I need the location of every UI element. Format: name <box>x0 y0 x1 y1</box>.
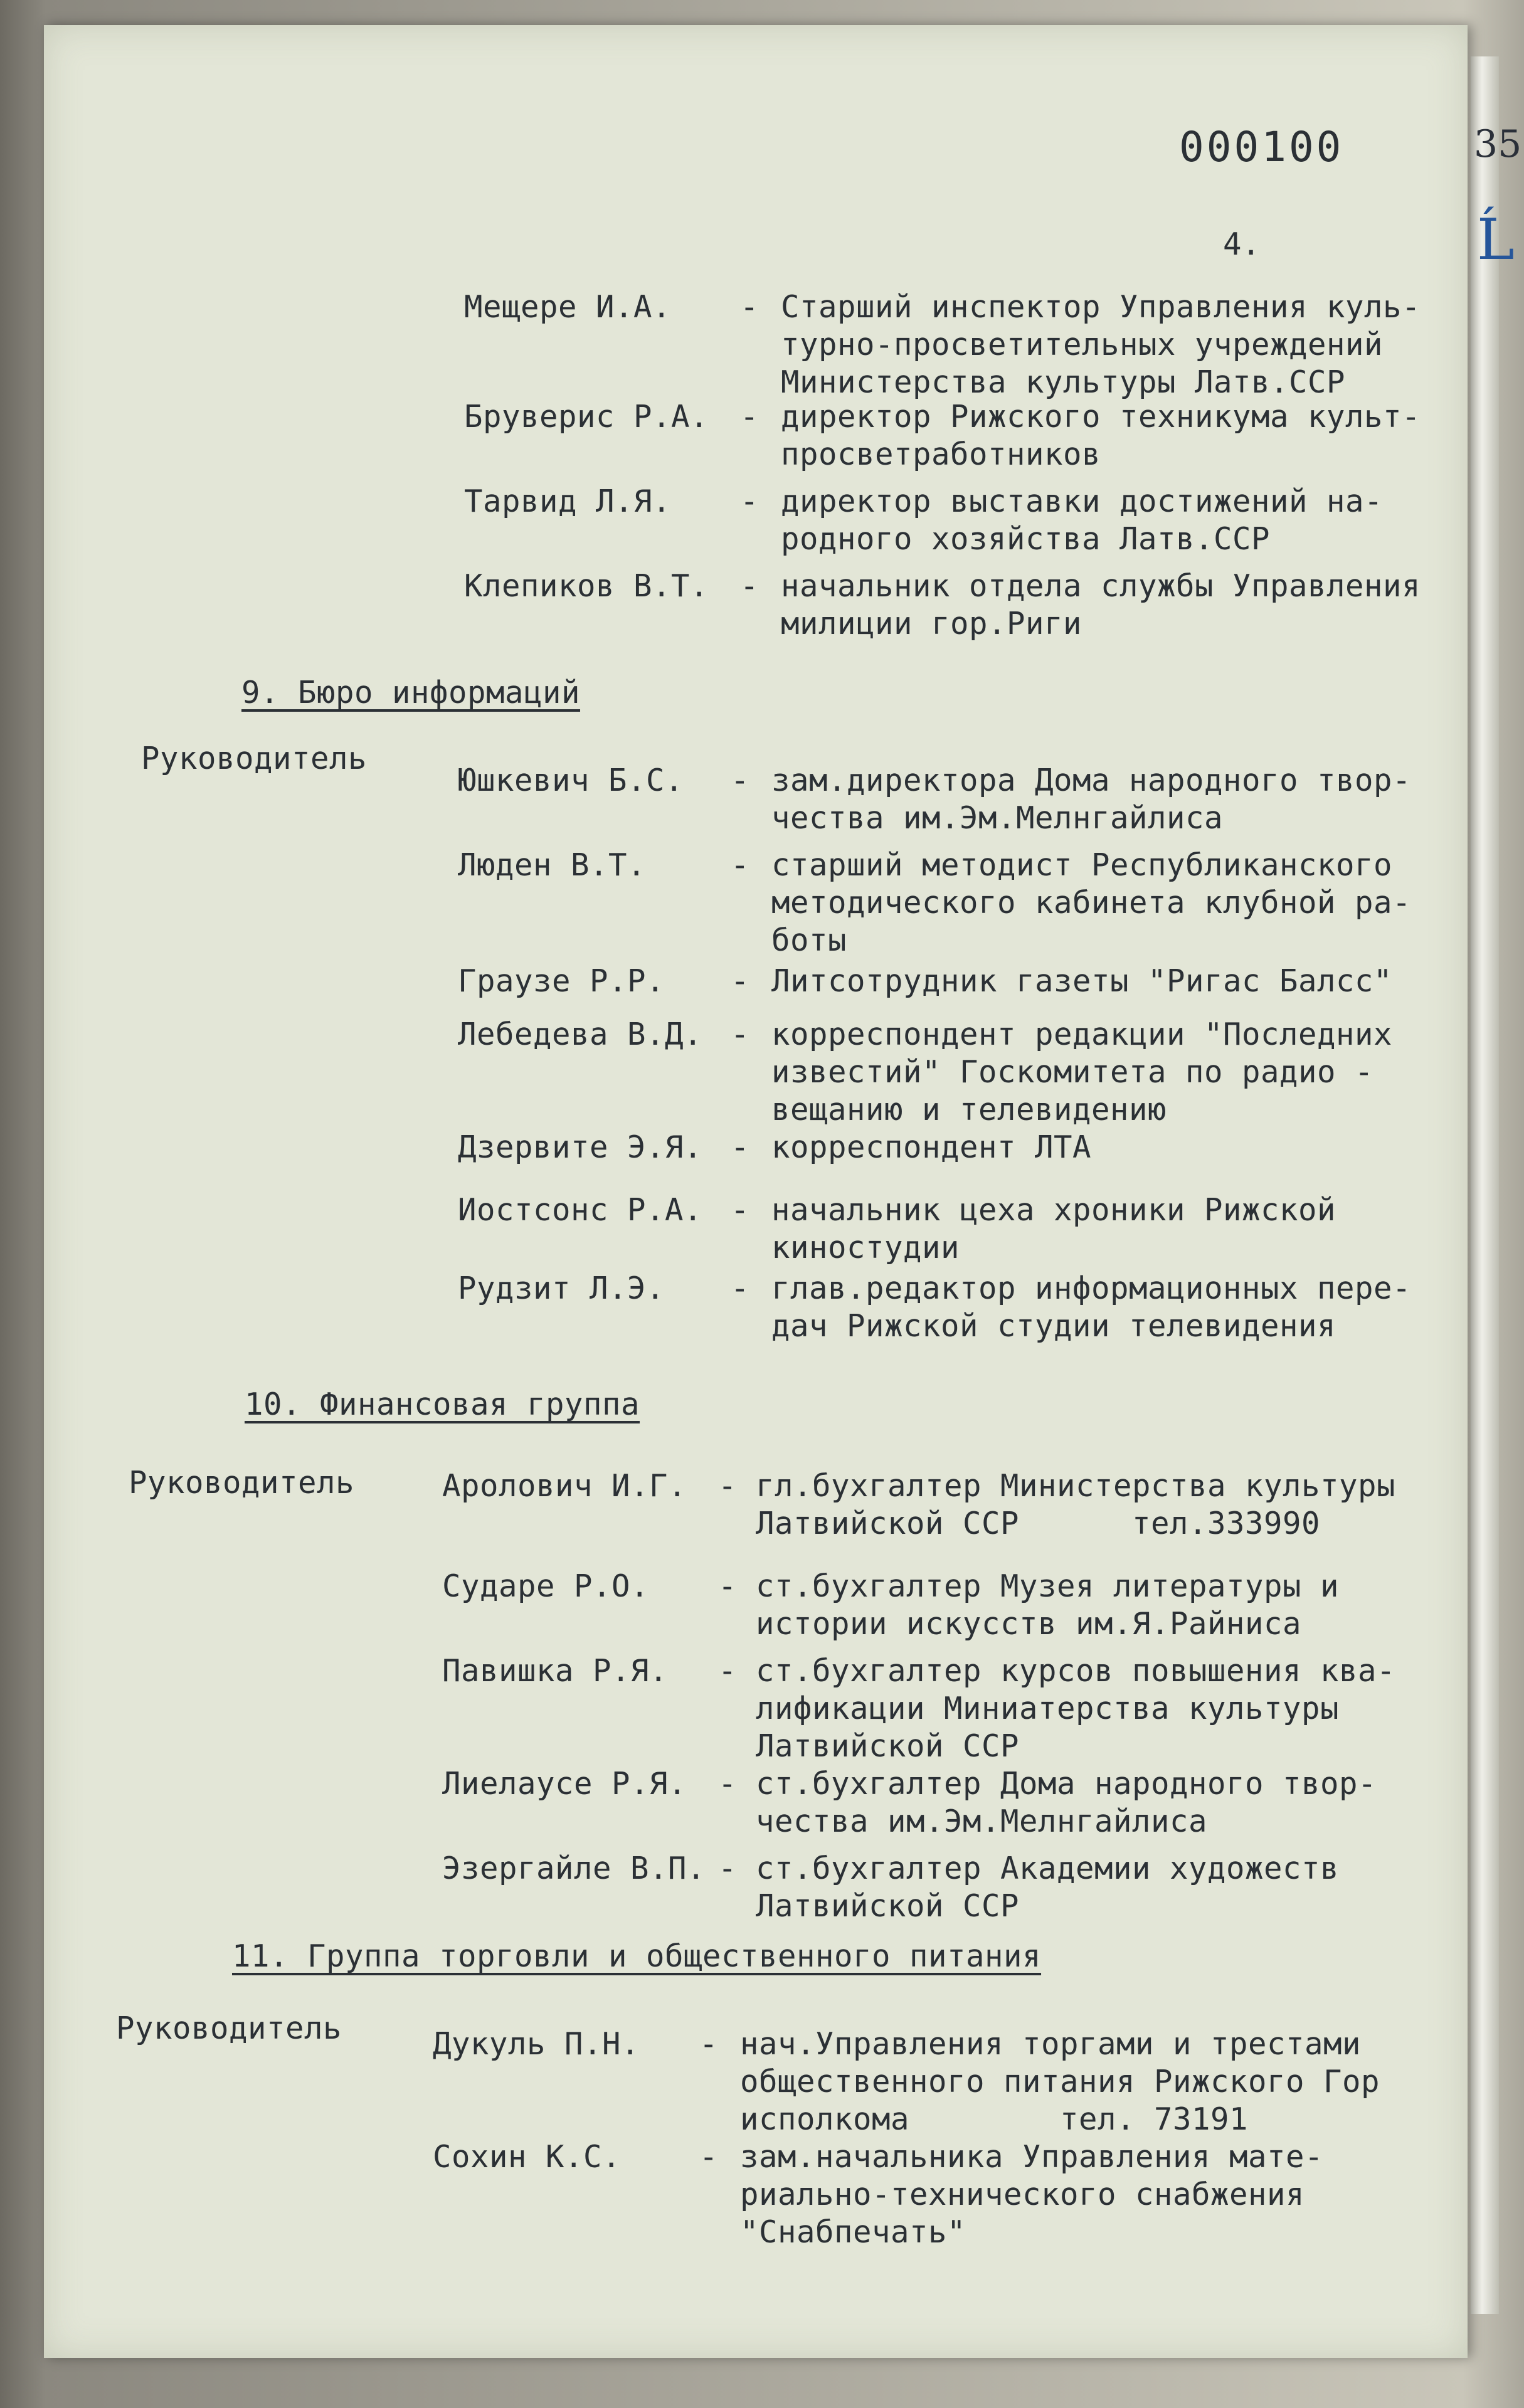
position-description-line: чества им.Эм.Мелнгайлиса <box>771 800 1224 836</box>
person-name: Лебедева В.Д. <box>458 1017 703 1052</box>
person-name: Бруверис Р.А. <box>464 399 709 435</box>
section-heading: 9. Бюро информаций <box>241 675 581 710</box>
position-description-line: Латвийской ССР <box>756 1888 1020 1924</box>
position-description-line: исполкома тел. 73191 <box>740 2101 1249 2137</box>
entry-dash: - <box>699 2026 719 2062</box>
position-description-line: известий" Госкомитета по радио - <box>771 1054 1374 1090</box>
position-description-line: ст.бухгалтер Музея литературы и <box>756 1568 1340 1604</box>
margin-blue-mark: Ĺ <box>1477 207 1515 273</box>
person-name: Дзервите Э.Я. <box>458 1129 703 1165</box>
position-description-line: Латвийской ССР тел.333990 <box>756 1506 1321 1541</box>
person-name: Сохин К.С. <box>433 2139 622 2175</box>
position-description-line: корреспондент редакции "Последних <box>771 1017 1393 1052</box>
section-heading: 11. Группа торговли и общественного питания <box>232 1938 1042 1974</box>
entry-dash: - <box>718 1653 738 1689</box>
position-description-line: корреспондент ЛТА <box>771 1129 1092 1165</box>
position-description-line: милиции гор.Риги <box>781 606 1082 642</box>
section-heading: 10. Финансовая группа <box>245 1386 640 1422</box>
person-name: Аролович И.Г. <box>442 1468 687 1504</box>
position-description-line: методического кабинета клубной ра- <box>771 885 1412 921</box>
position-description-line: "Снабпечать" <box>740 2214 966 2250</box>
role-label: Руководитель <box>116 2010 342 2046</box>
position-description-line: вещанию и телевидению <box>771 1092 1167 1127</box>
position-description-line: глав.редактор информационных пере- <box>771 1270 1412 1306</box>
person-name: Дукуль П.Н. <box>433 2026 640 2062</box>
entry-dash: - <box>731 963 750 999</box>
position-description-line: ст.бухгалтер Академии художеств <box>756 1851 1340 1886</box>
position-description-line: истории искусств им.Я.Райниса <box>756 1606 1302 1642</box>
person-name: Тарвид Л.Я. <box>464 483 672 519</box>
entry-dash: - <box>718 1468 738 1504</box>
entry-dash: - <box>731 847 750 883</box>
page-stack-edge <box>1471 56 1499 2314</box>
entry-dash: - <box>718 1766 738 1802</box>
position-description-line: Латвийской ССР <box>756 1728 1020 1764</box>
person-name: Иостсонс Р.А. <box>458 1192 703 1228</box>
entry-dash: - <box>718 1851 738 1886</box>
entry-dash: - <box>699 2139 719 2175</box>
position-description-line: просветработников <box>781 436 1101 472</box>
position-description-line: боты <box>771 922 847 958</box>
position-description-line: общественного питания Рижского Гор <box>740 2064 1380 2099</box>
entry-dash: - <box>740 568 759 604</box>
entry-dash: - <box>731 1017 750 1052</box>
person-name: Мещере И.А. <box>464 289 672 325</box>
person-name: Граузе Р.Р. <box>458 963 665 999</box>
position-description-line: киностудии <box>771 1230 960 1265</box>
position-description-line: риально-технического снабжения <box>740 2177 1305 2212</box>
role-label: Руководитель <box>141 741 368 776</box>
margin-folio-mark: 35 <box>1474 122 1522 166</box>
position-description-line: гл.бухгалтер Министерства культуры <box>756 1468 1396 1504</box>
person-name: Лиелаусе Р.Я. <box>442 1766 687 1802</box>
position-description-line: турно-просветительных учреждений <box>781 327 1384 362</box>
person-name: Клепиков В.Т. <box>464 568 709 604</box>
position-description-line: нач.Управления торгами и трестами <box>740 2026 1362 2062</box>
position-description-line: Старший инспектор Управления куль- <box>781 289 1421 325</box>
entry-dash: - <box>740 399 759 435</box>
person-name: Люден В.Т. <box>458 847 647 883</box>
position-description-line: Литсотрудник газеты "Ригас Балсс" <box>771 963 1393 999</box>
entry-dash: - <box>718 1568 738 1604</box>
position-description-line: родного хозяйства Латв.ССР <box>781 521 1271 557</box>
archive-number-stamp: 000100 <box>1179 123 1344 171</box>
person-name: Эзергайле В.П. <box>442 1851 706 1886</box>
person-name: Сударе Р.О. <box>442 1568 650 1604</box>
position-description-line: директор Рижского техникума культ- <box>781 399 1421 435</box>
position-description-line: директор выставки достижений на- <box>781 483 1384 519</box>
position-description-line: старший методист Республиканского <box>771 847 1393 883</box>
entry-dash: - <box>731 1270 750 1306</box>
entry-dash: - <box>731 1129 750 1165</box>
position-description-line: дач Рижской студии телевидения <box>771 1308 1336 1344</box>
position-description-line: начальник отдела службы Управления <box>781 568 1421 604</box>
position-description-line: зам.начальника Управления мате- <box>740 2139 1324 2175</box>
entry-dash: - <box>731 763 750 798</box>
position-description-line: ст.бухгалтер Дома народного твор- <box>756 1766 1377 1802</box>
entry-dash: - <box>740 483 759 519</box>
entry-dash: - <box>740 289 759 325</box>
role-label: Руководитель <box>129 1465 355 1501</box>
position-description-line: зам.директора Дома народного твор- <box>771 763 1412 798</box>
position-description-line: чества им.Эм.Мелнгайлиса <box>756 1803 1208 1839</box>
entry-dash: - <box>731 1192 750 1228</box>
position-description-line: Министерства культуры Латв.ССР <box>781 364 1346 400</box>
position-description-line: начальник цеха хроники Рижской <box>771 1192 1336 1228</box>
person-name: Юшкевич Б.С. <box>458 763 684 798</box>
position-description-line: лификации Миниатерства культуры <box>756 1691 1340 1726</box>
person-name: Рудзит Л.Э. <box>458 1270 665 1306</box>
position-description-line: ст.бухгалтер курсов повышения ква- <box>756 1653 1396 1689</box>
person-name: Павишка Р.Я. <box>442 1653 669 1689</box>
page-number: 4. <box>1223 226 1261 262</box>
